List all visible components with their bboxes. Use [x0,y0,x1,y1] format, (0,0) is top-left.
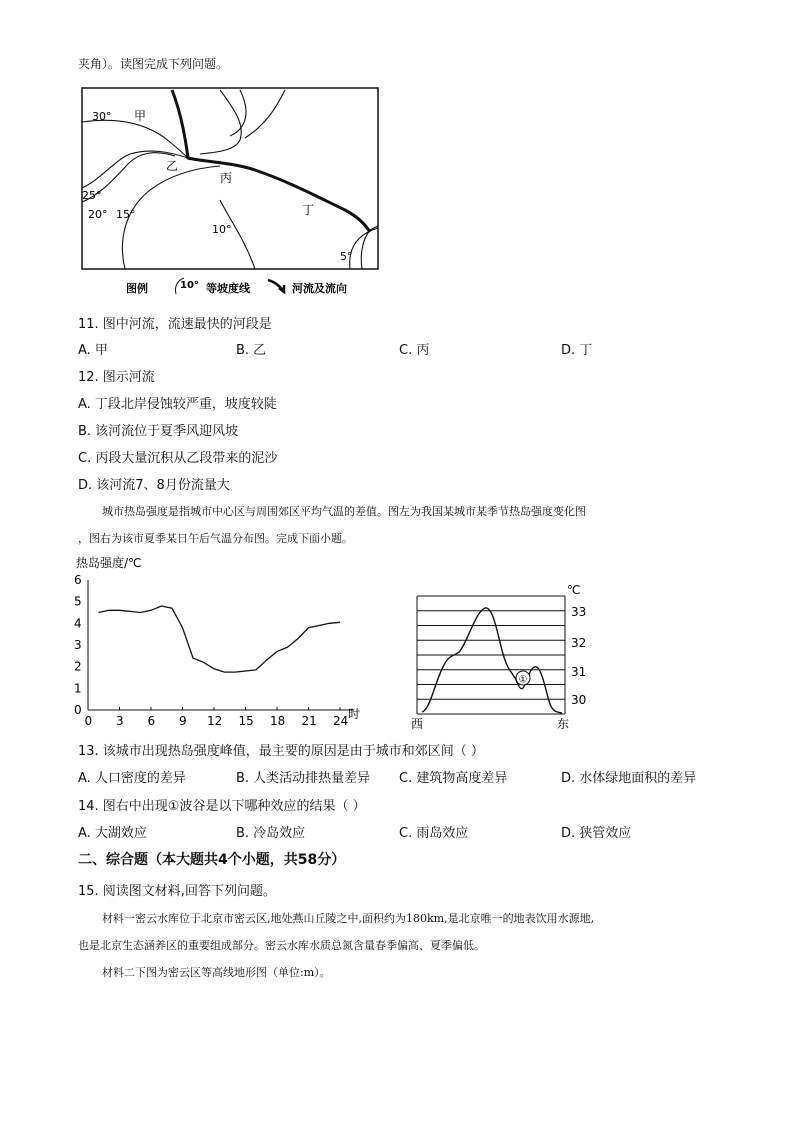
label-jia: 甲 [134,109,147,123]
q12-option-a[interactable]: A. 丁段北岸侵蚀较严重，坡度较陡 [78,397,277,412]
chart2-x-east: 东 [557,717,570,731]
chart2-ytick-32: 32 [571,636,587,650]
chart1-xtick-0: 0 [84,714,93,728]
label-deg15: 15° [116,208,136,221]
q12-option-d[interactable]: D. 该河流7、8月份流量大 [78,478,230,493]
chart2-ytick-31: 31 [571,665,587,679]
slope-contour-map [70,80,390,300]
chart1-ytick-5: 5 [74,594,82,609]
q14-option-c[interactable]: C. 雨岛效应 [399,826,469,841]
q13-option-c[interactable]: C. 建筑物高度差异 [399,771,508,786]
contour-upper-1 [200,90,241,154]
label-deg25: 25° [82,189,102,202]
label-deg10: 10° [212,223,232,236]
chart1-ytick-2: 2 [74,659,82,674]
label-deg5: 5° [340,250,353,263]
q12-option-b[interactable]: B. 该河流位于夏季风迎风坡 [78,424,239,439]
q11-option-b[interactable]: B. 乙 [236,343,267,358]
q12-option-c[interactable]: C. 丙段大量沉积从乙段带来的泥沙 [78,451,278,466]
q11-option-a[interactable]: A. 甲 [78,343,108,358]
chart1-ytick-3: 3 [74,638,82,652]
contour-5b [350,228,378,269]
chart1-ytick-4: 4 [74,616,82,631]
label-deg30: 30° [92,110,112,123]
passage2-line1: 城市热岛强度是指城市中心区与周围郊区平均气温的差值。图左为我国某城市某季节热岛强度变化图 [102,505,586,518]
q13-stem: 13. 该城市出现热岛强度峰值，最主要的原因是由于城市和郊区间（ ） [78,744,484,759]
legend-contour-sample: 10° [180,280,199,291]
chart1-ytick-0: 0 [74,703,82,717]
q14-option-a[interactable]: A. 大湖效应 [78,826,147,841]
legend-contour-label: 等坡度线 [206,282,250,295]
chart1-ylabel: 热岛强度/℃ [76,556,142,570]
q14-option-b[interactable]: B. 冷岛效应 [236,826,306,841]
chart1-xtick-6: 6 [147,714,156,728]
label-yi: 乙 [166,159,179,173]
river-path [172,90,370,232]
heat-island-chart [70,552,370,732]
contour-upper-3 [245,90,285,138]
legend-river-label: 河流及流向 [292,282,347,295]
chart2-marker: ① [518,674,528,686]
chart1-xtick-15: 15 [238,714,254,728]
q11-option-d[interactable]: D. 丁 [561,343,593,358]
q14-stem: 14. 图右中出现①波谷是以下哪种效应的结果（ ） [78,799,366,814]
section2-heading: 二、综合题（本大题共4个小题，共58分） [78,852,346,868]
chart1-xtick-9: 9 [179,714,187,728]
q12-stem: 12. 图示河流 [78,370,155,385]
chart1-series-line [99,606,341,672]
chart2-ytick-33: 33 [571,605,587,619]
q14-option-d[interactable]: D. 狭管效应 [561,826,632,841]
legend-title: 图例 [126,282,148,295]
chart1-xlabel: 时 [348,707,361,721]
q11-stem: 11. 图中河流，流速最快的河段是 [78,317,272,332]
q15-stem: 15. 阅读图文材料,回答下列问题。 [78,884,276,899]
chart1-ytick-6: 6 [74,573,82,587]
label-bing: 丙 [220,171,233,185]
contour-15 [122,166,220,269]
chart1-xtick-21: 21 [301,714,317,728]
chart2-temperature-curve [422,608,562,713]
label-deg20: 20° [88,208,108,221]
label-ding: 丁 [302,203,315,217]
q13-option-a[interactable]: A. 人口密度的差异 [78,771,186,786]
chart1-xtick-12: 12 [207,714,223,728]
q13-option-d[interactable]: D. 水体绿地面积的差异 [561,771,697,786]
chart1-xtick-3: 3 [116,714,124,728]
chart2-x-west: 西 [411,717,424,731]
temperature-distribution-chart [405,582,605,732]
chart2-ytick-30: 30 [571,693,587,707]
chart1-ytick-1: 1 [74,681,82,696]
chart1-xtick-18: 18 [270,714,286,728]
q11-option-c[interactable]: C. 丙 [399,343,430,358]
intro-tail: 夹角）。读图完成下列问题。 [78,57,229,71]
q13-option-b[interactable]: B. 人类活动排热量差异 [236,771,371,786]
q15-material2: 材料二下图为密云区等高线地形图（单位:m）。 [102,966,331,979]
q15-material1-line1: 材料一密云水库位于北京市密云区,地处燕山丘陵之中,面积约为180km,是北京唯一的地表饮用水源地, [102,912,595,925]
q15-material1-line2: 也是北京生态涵养区的重要组成部分。密云水库水质总氮含量春季偏高、夏季偏低。 [78,939,485,952]
contour-5 [361,226,378,269]
chart1-xtick-24: 24 [333,714,349,728]
passage2-line2: ，图右为该市夏季某日午后气温分布图。完成下面小题。 [78,532,353,545]
chart2-unit: ℃ [567,583,581,597]
legend-river-arrow-icon [268,280,284,292]
contour-upper-2 [230,90,246,136]
